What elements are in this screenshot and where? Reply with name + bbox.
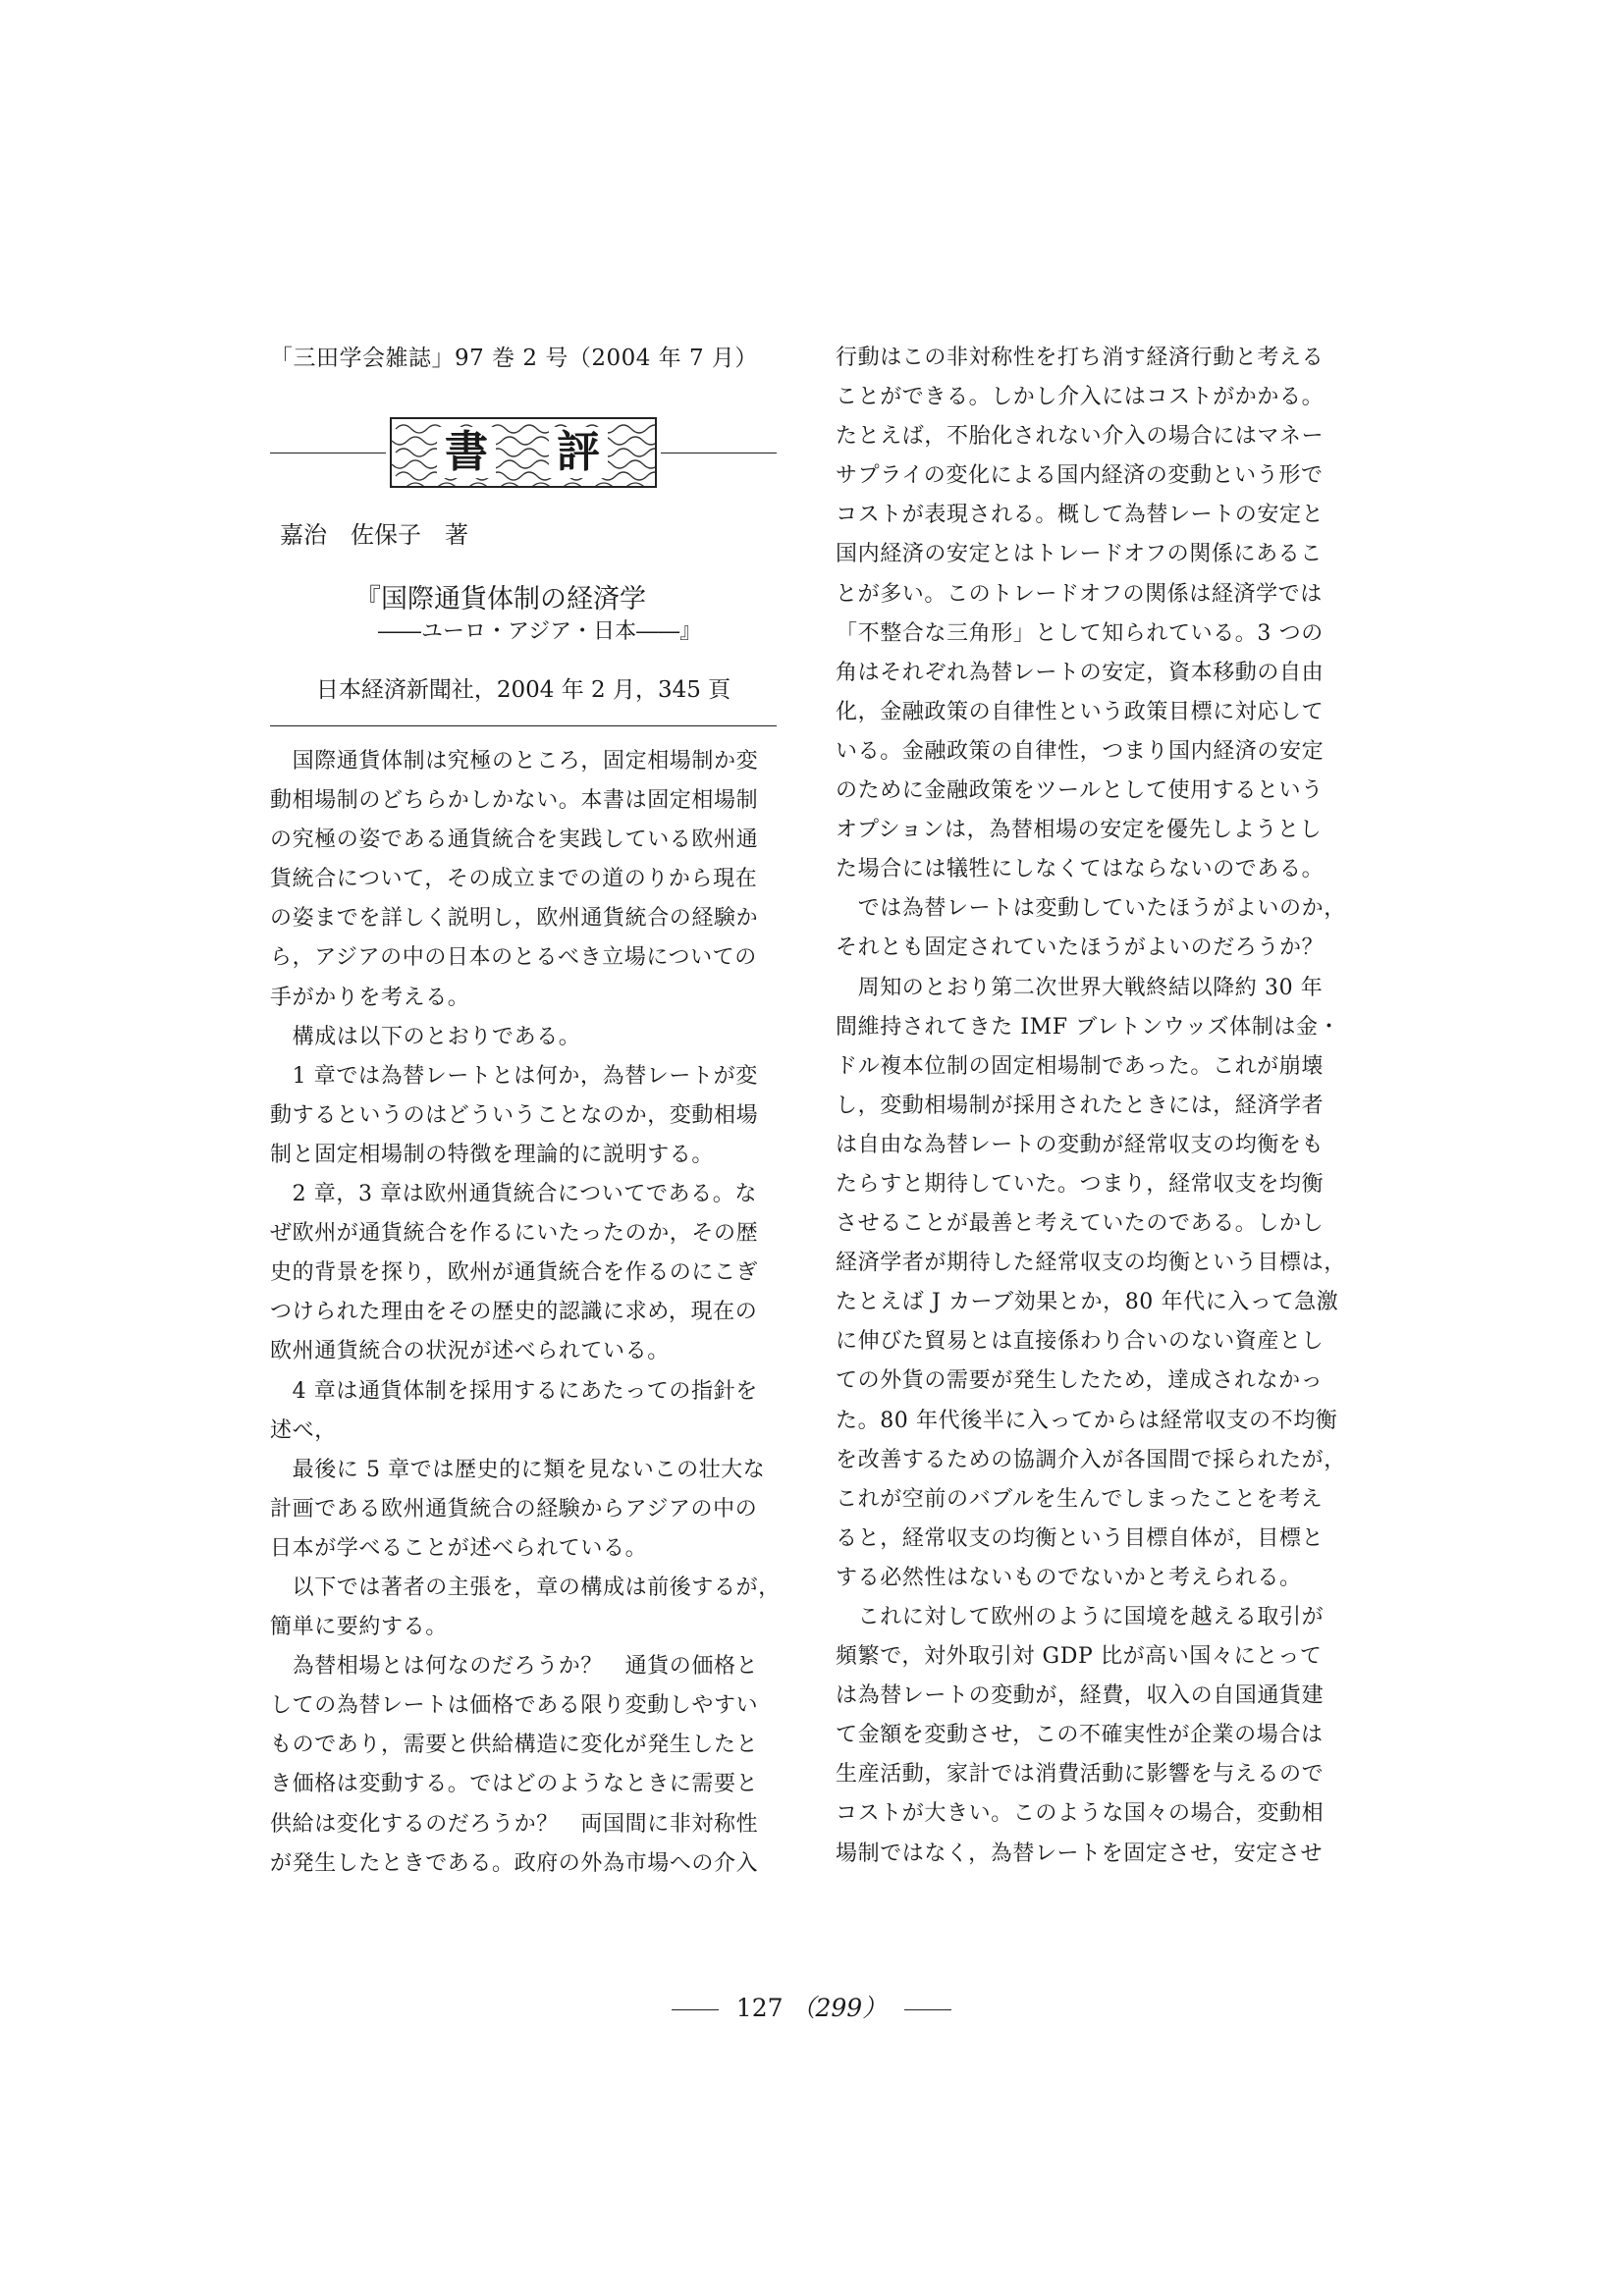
right-body-text: [836, 339, 1346, 1874]
text-line: き価格は変動する。ではどのようなときに需要と: [270, 1772, 759, 1797]
left-column: [270, 339, 781, 1884]
text-line: これが空前のバブルを生んでしまったことを考え: [836, 1486, 1324, 1512]
text-line: 国内経済の安定とはトレードオフの関係にあるこ: [836, 542, 1323, 567]
text-line: 場制ではなく，為替レートを固定させ，安定させ: [836, 1841, 1324, 1866]
text-line: サプライの変化による国内経済の変動という形で: [836, 463, 1324, 489]
text-line: とが多い。このトレードオフの関係は経済学では: [836, 581, 1323, 607]
book-publisher: 日本経済新聞社，2004 年 2 月，345 頁: [315, 677, 731, 703]
text-line: 国際通貨体制は究極のところ，固定相場制か変: [270, 749, 759, 774]
text-line: 生産活動，家計では消費活動に影響を与えるので: [836, 1762, 1325, 1788]
text-line: に伸びた貿易とは直接係わり合いのない資産とし: [836, 1329, 1325, 1355]
text-line: は自由な為替レートの変動が経常収支の均衡をも: [836, 1132, 1325, 1157]
text-line: のために金融政策をツールとして使用するという: [836, 778, 1324, 804]
footer-dash-right: [904, 2009, 951, 2010]
text-line: オプションは，為替相場の安定を優先しようとし: [836, 818, 1323, 843]
emblem-pattern: [392, 419, 657, 488]
text-line: 貨統合について，その成立までの道のりから現在: [270, 867, 758, 892]
text-line: ことができる。しかし介入にはコストがかかる。: [836, 385, 1325, 410]
text-line: て金額を変動させ，この不確実性が企業の場合は: [836, 1723, 1324, 1748]
book-subtitle: ――ユーロ・アジア・日本――』: [378, 619, 702, 644]
text-line: 化，金融政策の自律性という政策目標に対応して: [836, 699, 1325, 724]
emblem-box: [390, 417, 657, 488]
text-line: た。80 年代後半に入ってからは経常収支の不均衡: [836, 1408, 1338, 1433]
page-number-parenthetical: （299）: [790, 1994, 888, 2022]
text-line: た場合には犠牲にしなくてはならないのである。: [836, 857, 1325, 882]
text-line: 間維持されてきた IMF ブレトンウッズ体制は金・: [836, 1014, 1341, 1040]
text-line: たらすと期待していた。つまり，経常収支を均衡: [836, 1171, 1325, 1197]
text-line: する必然性はないものでないかと考えられる。: [836, 1565, 1302, 1590]
text-line: 動するというのはどういうことなのか，変動相場: [270, 1102, 759, 1128]
left-body-text: [270, 742, 781, 1884]
review-author: 嘉治 佐保子 著: [280, 521, 468, 549]
book-title: 『国際通貨体制の経済学: [354, 584, 646, 614]
emblem-char-1: 書: [437, 427, 496, 478]
text-line: 制と固定相場制の特徴を理論的に説明する。: [270, 1142, 715, 1167]
text-line: たとえば J カーブ効果とか，80 年代に入って急激: [836, 1290, 1339, 1315]
text-line: を改善するための協調介入が各国間で採られたが，: [836, 1447, 1346, 1472]
text-line: 計画である欧州通貨統合の経験からアジアの中の: [270, 1496, 758, 1522]
journal-citation: 「三田学会雑誌」97 巻 2 号（2004 年 7 月）: [270, 346, 758, 371]
text-line: これに対して欧州のように国境を越える取引が: [836, 1605, 1325, 1629]
text-line: 経済学者が期待した経常収支の均衡という目標は，: [836, 1251, 1346, 1276]
text-line: いる。金融政策の自律性，つまり国内経済の安定: [836, 738, 1325, 764]
text-line: ドル複本位制の固定相場制であった。これが崩壊: [836, 1053, 1324, 1079]
text-line: 1 章では為替レートとは何か，為替レートが変: [270, 1063, 758, 1089]
text-line: 2 章，3 章は欧州通貨統合についてである。な: [270, 1182, 757, 1207]
emblem-rule-right: [661, 453, 777, 454]
text-line: させることが最善と考えていたのである。しかし: [836, 1211, 1325, 1237]
footer-dash-left: [672, 2009, 719, 2010]
text-line: 述べ，: [270, 1417, 337, 1443]
text-line: 手がかりを考える。: [270, 985, 470, 1010]
text-line: ると，経常収支の均衡という目標自体が，目標と: [836, 1525, 1325, 1551]
page-number: 127: [735, 1994, 784, 2022]
text-line: 動相場制のどちらかしかない。本書は固定相場制: [270, 788, 759, 814]
text-line: 簡単に要約する。: [270, 1615, 448, 1640]
text-line: しての為替レートは価格である限り変動しやすい: [270, 1693, 759, 1719]
text-line: つけられた理由をその歴史的認識に求め，現在の: [270, 1300, 758, 1325]
text-line: 史的背景を探り，欧州が通貨統合を作るのにこぎ: [270, 1260, 759, 1286]
page-footer: [0, 1991, 1623, 2026]
text-line: では為替レートは変動していたほうがよいのか，: [836, 896, 1346, 922]
right-column: [836, 339, 1346, 1874]
text-line: 日本が学べることが述べられている。: [270, 1535, 648, 1561]
text-line: 最後に 5 章では歴史的に類を見ないこの壮大な: [270, 1457, 766, 1482]
text-line: 構成は以下のとおりである。: [270, 1024, 581, 1049]
text-line: の究極の姿である通貨統合を実践している欧州通: [270, 828, 759, 853]
text-line: ら，アジアの中の日本のとるべき立場についての: [270, 945, 757, 971]
text-line: 角はそれぞれ為替レートの安定，資本移動の自由: [836, 660, 1325, 685]
text-line: 頻繁で，対外取引対 GDP 比が高い国々にとって: [836, 1644, 1323, 1670]
text-line: が発生したときである。政府の外為市場への介入: [270, 1850, 759, 1876]
text-line: コストが大きい。このような国々の場合，変動相: [836, 1801, 1325, 1827]
text-line: 4 章は通貨体制を採用するにあたっての指針を: [270, 1378, 758, 1404]
text-line: 「不整合な三角形」として知られている。3 つの: [836, 620, 1324, 646]
header-divider: [270, 725, 777, 726]
text-line: ものであり，需要と供給構造に変化が発生したと: [270, 1733, 759, 1758]
text-line: 為替相場とは何なのだろうか？ 通貨の価格と: [270, 1654, 759, 1680]
text-line: ての外貨の需要が発生したため，達成されなかっ: [836, 1368, 1324, 1394]
text-line: 行動はこの非対称性を打ち消す経済行動と考える: [836, 346, 1325, 370]
text-line: コストが表現される。概して為替レートの安定と: [836, 503, 1325, 528]
text-line: それとも固定されていたほうがよいのだろうか？: [836, 935, 1325, 961]
text-line: 欧州通貨統合の状況が述べられている。: [270, 1339, 670, 1364]
text-line: の姿までを詳しく説明し，欧州通貨統合の経験か: [270, 906, 759, 932]
text-line: たとえば，不胎化されない介入の場合にはマネー: [836, 424, 1325, 450]
text-line: 供給は変化するのだろうか？ 両国間に非対称性: [270, 1811, 759, 1837]
text-line: は為替レートの変動が，経費，収入の自国通貨建: [836, 1683, 1325, 1709]
emblem-char-2: 評: [549, 427, 608, 478]
text-line: ぜ欧州が通貨統合を作るにいたったのか，その歴: [270, 1221, 759, 1247]
text-line: 周知のとおり第二次世界大戦終結以降約 30 年: [836, 975, 1324, 1000]
book-review-emblem: [270, 396, 777, 494]
text-line: 以下では著者の主張を，章の構成は前後するが，: [270, 1575, 781, 1600]
emblem-rule-left: [270, 453, 386, 454]
text-line: し，変動相場制が採用されたときには，経済学者: [836, 1093, 1325, 1118]
